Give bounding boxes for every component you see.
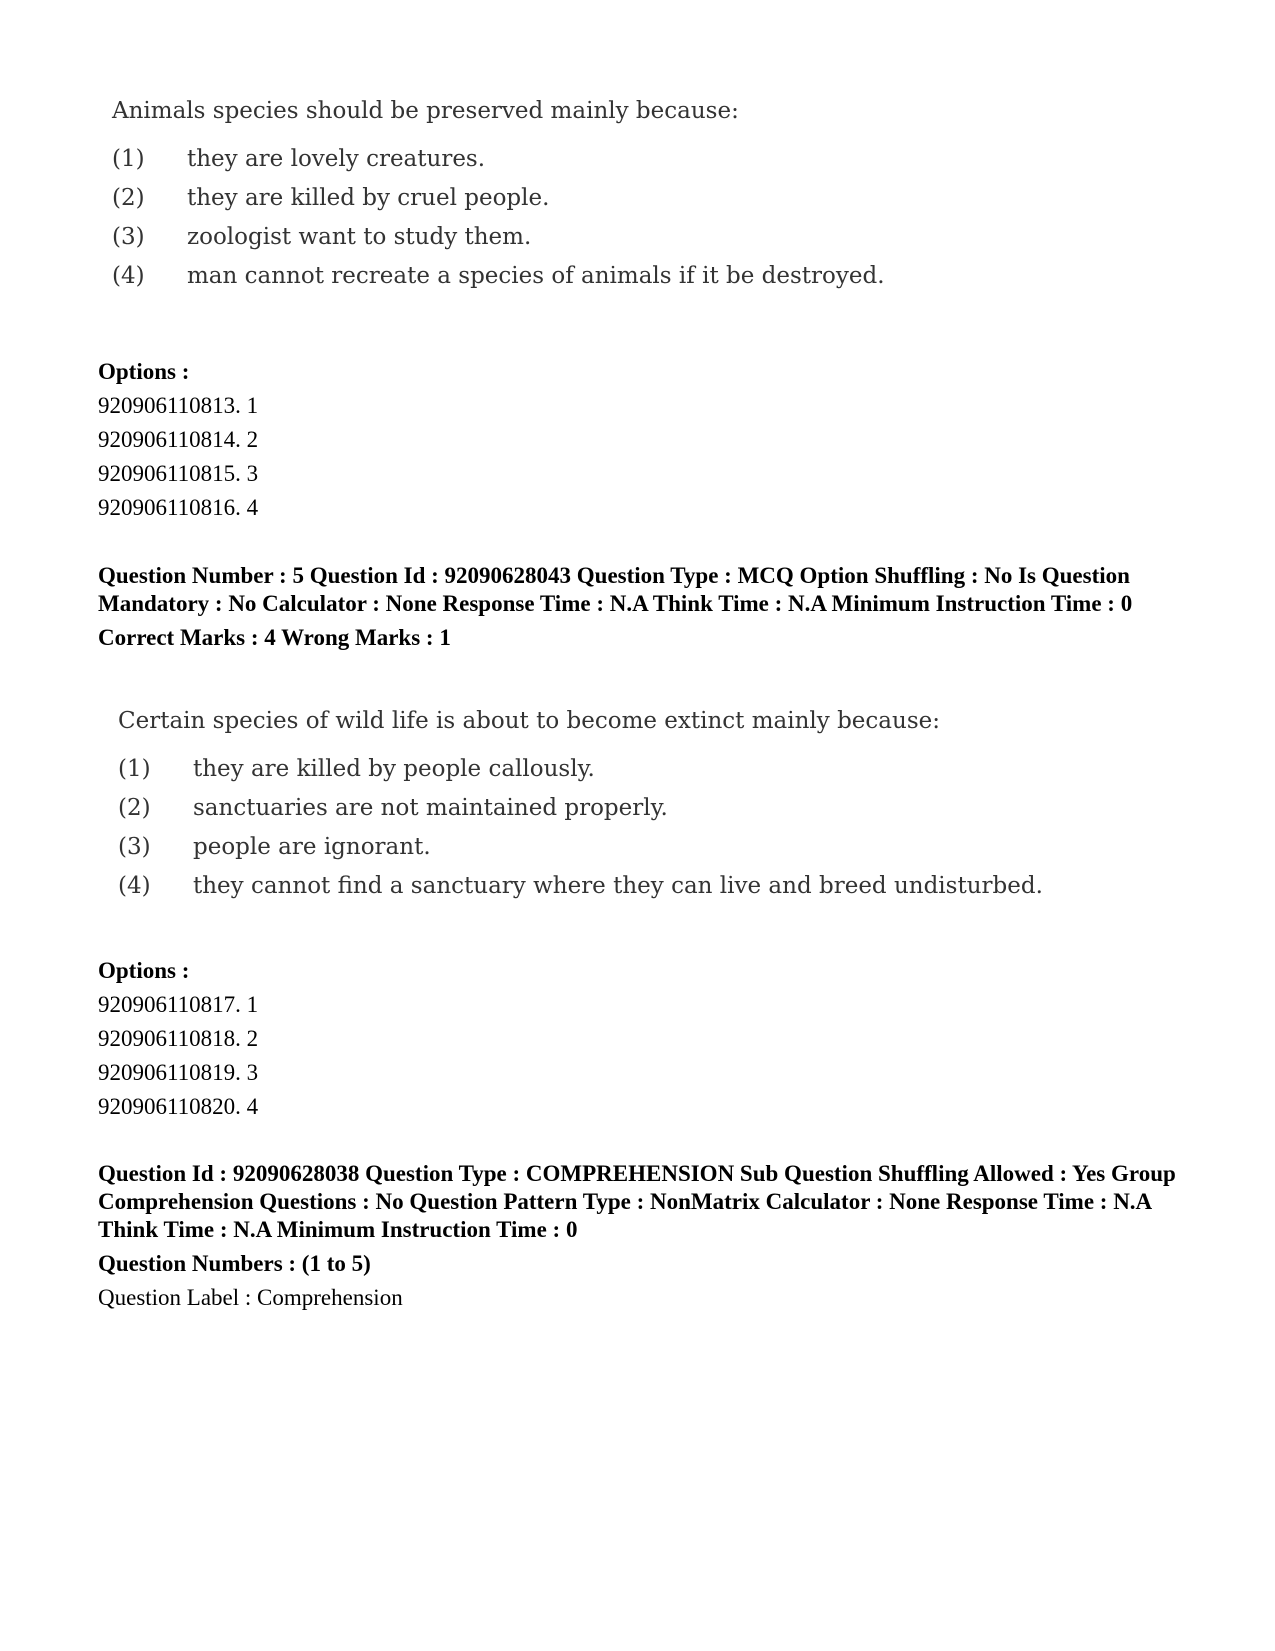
choice-number: (3) (112, 224, 145, 250)
option-item: 920906110818. 2 (98, 1026, 259, 1051)
options-block-2 (98, 954, 1178, 1124)
question-4-choice (112, 144, 885, 174)
options-heading: Options : (98, 359, 190, 384)
option-item: 920906110815. 3 (98, 461, 259, 486)
question-numbers: Question Numbers : (1 to 5) (98, 1251, 371, 1276)
question-5-choice (118, 832, 1043, 862)
choice-number: (4) (112, 263, 145, 289)
choice-text: sanctuaries are not maintained properly. (193, 795, 668, 821)
question-5-meta: Question Number : 5 Question Id : 92090628043 Question Type : MCQ Option Shuffling : No Is Question Mandatory : No Calculator : None Response Time : N.A Think Time : N.A Minimum Instruction Time : 0 (98, 563, 1133, 616)
question-4-choice (112, 183, 885, 213)
choice-number: (4) (118, 873, 151, 899)
choice-text: man cannot recreate a species of animals if it be destroyed. (187, 263, 885, 289)
choice-text: they are lovely creatures. (187, 146, 486, 172)
comprehension-header (98, 1160, 1178, 1312)
option-item: 920906110813. 1 (98, 393, 259, 418)
choice-number: (1) (118, 756, 151, 782)
question-5-choice (118, 793, 1043, 823)
option-item: 920906110814. 2 (98, 427, 259, 452)
choice-text: they cannot find a sanctuary where they can live and breed undisturbed. (193, 873, 1043, 899)
choice-text: they are killed by people callously. (193, 756, 595, 782)
options-heading: Options : (98, 958, 190, 983)
question-4-image (112, 96, 885, 300)
question-5-marks: Correct Marks : 4 Wrong Marks : 1 (98, 625, 451, 650)
option-item: 920906110820. 4 (98, 1094, 259, 1119)
option-item: 920906110817. 1 (98, 992, 259, 1017)
question-5-choice (118, 754, 1043, 784)
question-4-choice (112, 261, 885, 291)
question-5-stem: Certain species of wild life is about to become extinct mainly because: (118, 708, 940, 734)
choice-number: (2) (112, 185, 145, 211)
question-4-stem: Animals species should be preserved mainly because: (112, 98, 739, 124)
choice-number: (2) (118, 795, 151, 821)
choice-number: (3) (118, 834, 151, 860)
choice-text: they are killed by cruel people. (187, 185, 550, 211)
option-item: 920906110816. 4 (98, 495, 259, 520)
question-5-header (98, 562, 1178, 652)
question-label: Question Label : Comprehension (98, 1285, 403, 1310)
choice-text: people are ignorant. (193, 834, 431, 860)
options-block-1 (98, 355, 1178, 525)
comprehension-meta: Question Id : 92090628038 Question Type : COMPREHENSION Sub Question Shuffling Allowed : Yes Group Comprehension Questions : No Question Pattern Type : NonMatrix Calculator : None Response Time : N.A Think Time : N.A Minimum Instruction Time : 0 (98, 1161, 1176, 1242)
question-5-image (118, 706, 1043, 910)
choice-text: zoologist want to study them. (187, 224, 532, 250)
question-4-choice (112, 222, 885, 252)
question-5-choice (118, 871, 1043, 901)
option-item: 920906110819. 3 (98, 1060, 259, 1085)
choice-number: (1) (112, 146, 145, 172)
